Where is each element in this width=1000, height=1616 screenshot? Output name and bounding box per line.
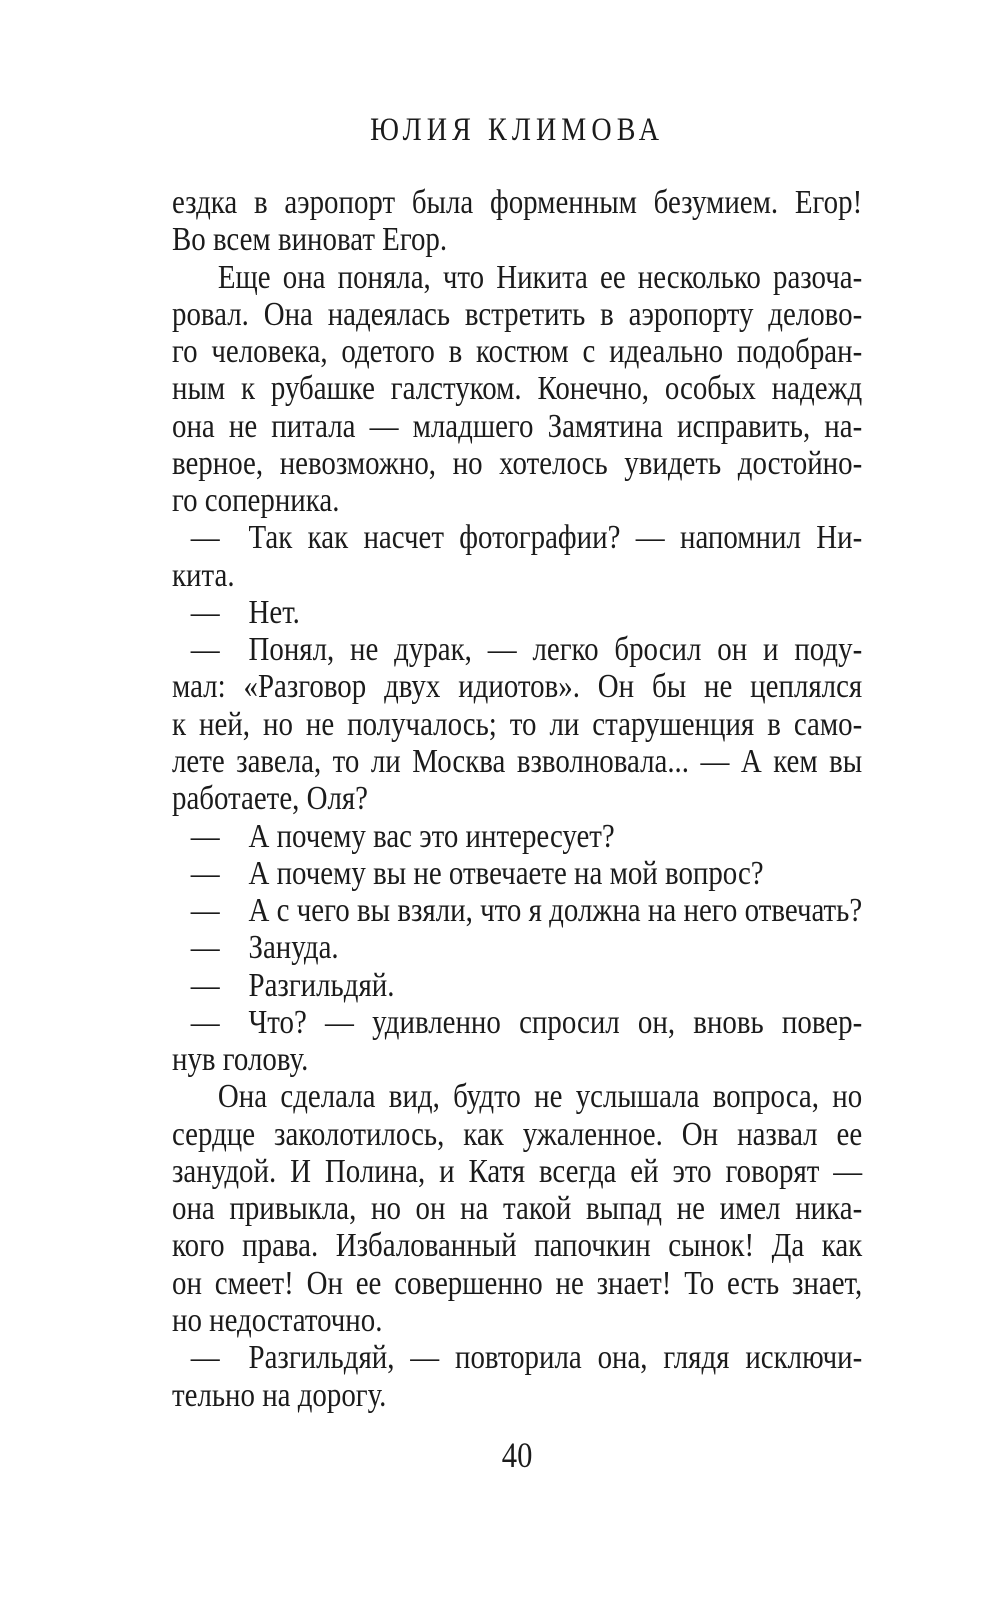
text-line: — Разгильдяй, — повторила она, глядя исключи-: [190, 1339, 863, 1377]
text-line: — Нет.: [190, 593, 300, 631]
text-line: нув голову.: [172, 1041, 309, 1079]
text-line: работаете, Оля?: [172, 780, 369, 818]
text-line: занудой. И Полина, и Катя всегда ей это говорят —: [172, 1152, 863, 1190]
text-line: кита.: [172, 556, 235, 594]
page-number: 40: [501, 1435, 533, 1475]
text-line: сердце заколотилось, как ужаленное. Он назвал ее: [172, 1115, 863, 1153]
text-line: — Что? — удивленно спросил он, вновь повер-: [190, 1003, 863, 1041]
text-line: она привыкла, но он на такой выпад не имел ника-: [172, 1190, 863, 1228]
text-line: верное, невозможно, но хотелось увидеть достойно-: [172, 444, 863, 482]
text-line: — Так как насчет фотографии? — напомнил Ни-: [190, 519, 863, 557]
text-line: го соперника.: [172, 482, 340, 520]
text-line: — Понял, не дурак, — легко бросил он и поду-: [190, 631, 863, 669]
text-line: он смеет! Он ее совершенно не знает! То есть знает,: [172, 1264, 863, 1302]
text-line: к ней, но не получалось; то ли старушенция в само-: [172, 705, 863, 743]
text-line: она не питала — младшего Замятина исправить, на-: [172, 407, 863, 445]
text-line: — А с чего вы взяли, что я должна на него отвечать?: [190, 892, 863, 930]
text-line: тельно на дорогу.: [172, 1376, 387, 1414]
body-text: [172, 184, 862, 1414]
text-line: Еще она поняла, что Никита ее несколько разоча-: [217, 258, 863, 296]
text-line: Во всем виноват Егор.: [172, 221, 448, 259]
text-block: [172, 0, 862, 1616]
text-line: ным к рубашке галстуком. Конечно, особых надежд: [172, 370, 863, 408]
running-head-author: ЮЛИЯ КЛИМОВА: [370, 112, 665, 148]
text-line: — Разгильдяй.: [190, 966, 395, 1004]
text-line: Она сделала вид, будто не услышала вопроса, но: [217, 1078, 863, 1116]
text-line: ездка в аэропорт была форменным безумием. Егор!: [172, 184, 863, 221]
text-line: мал: «Разговор двух идиотов». Он бы не цеплялся: [172, 668, 863, 706]
text-line: но недостаточно.: [172, 1301, 383, 1339]
text-line: кого права. Избалованный папочкин сынок! Да как: [172, 1227, 863, 1265]
text-line: ровал. Она надеялась встретить в аэропорту делово-: [172, 295, 863, 333]
text-line: — Зануда.: [190, 929, 339, 967]
text-line: — А почему вы не отвечаете на мой вопрос?: [190, 854, 764, 892]
text-line: го человека, одетого в костюм с идеально подобран-: [172, 333, 863, 371]
text-line: — А почему вас это интересует?: [190, 817, 615, 855]
text-line: лете завела, то ли Москва взволновала... — А кем вы: [172, 742, 863, 780]
